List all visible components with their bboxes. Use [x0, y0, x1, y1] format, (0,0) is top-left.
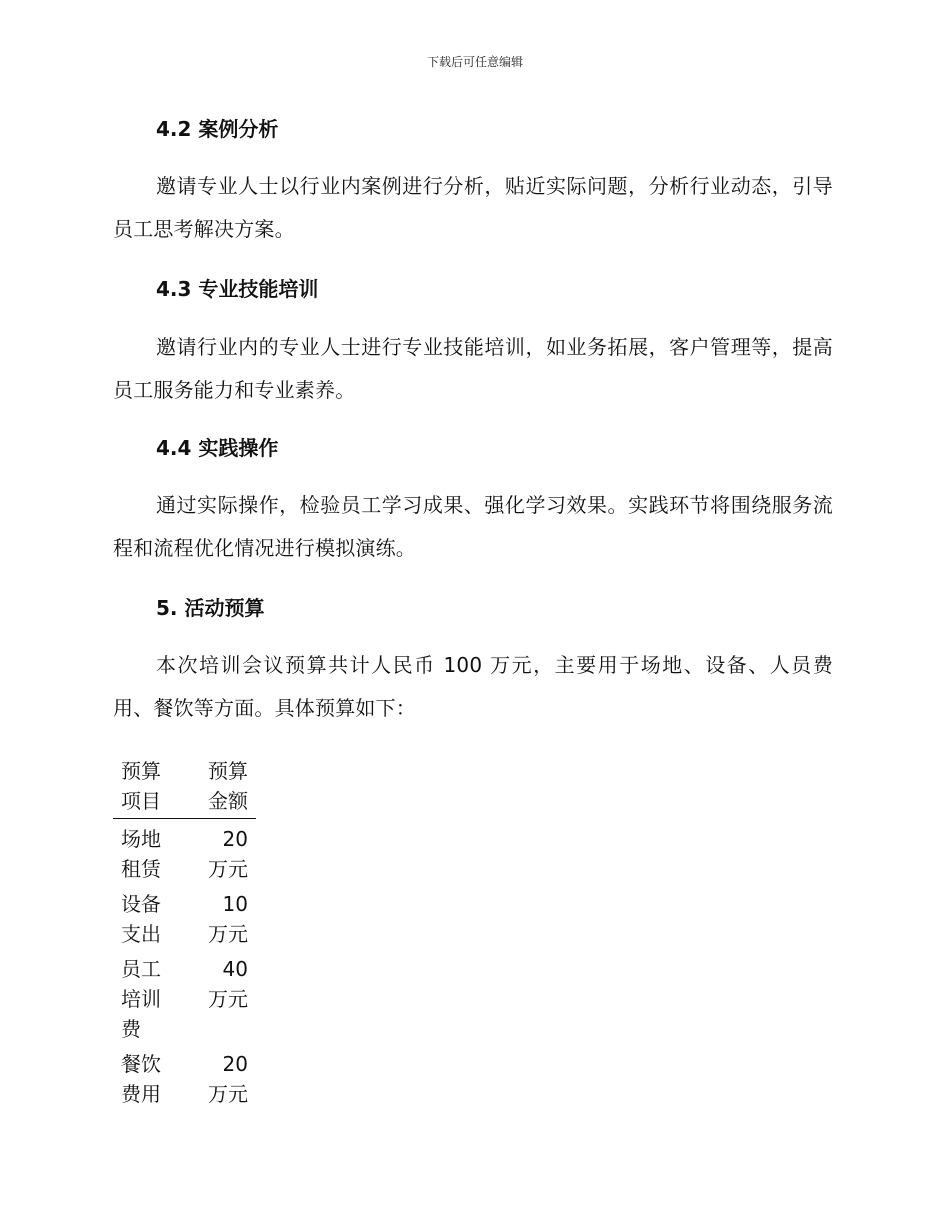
budget-item-cell: 餐饮费用 — [121, 1052, 161, 1106]
budget-amount-cell: 20 万元 — [208, 1052, 248, 1106]
section-body-4-2: 邀请专业人士以行业内案例进行分析，贴近实际问题，分析行业动态，引导员工思考解决方案。 — [113, 174, 833, 241]
budget-table-header-amount: 预算金额 — [185, 756, 257, 819]
section-body-4-3: 邀请行业内的专业人士进行专业技能培训，如业务拓展，客户管理等，提高员工服务能力和专业素养。 — [113, 335, 833, 402]
budget-item-cell: 设备支出 — [121, 892, 161, 946]
section-body-5: 本次培训会议预算共计人民币 100 万元，主要用于场地、设备、人员费用、餐饮等方面。具体预算如下： — [113, 653, 833, 720]
budget-amount-cell: 40 万元 — [208, 957, 248, 1011]
budget-item-cell: 员工培训费 — [121, 957, 161, 1041]
table-row — [113, 1045, 256, 1110]
budget-amount-cell: 20 万元 — [208, 827, 248, 881]
budget-table-header-row — [113, 756, 256, 819]
budget-table-header-item: 预算项目 — [113, 756, 185, 819]
table-row — [113, 885, 256, 950]
budget-amount-cell: 10 万元 — [208, 892, 248, 946]
section-heading-4-4: 4.4 实践操作 — [156, 436, 279, 460]
section-heading-4-2: 4.2 案例分析 — [156, 117, 279, 141]
table-row — [113, 819, 256, 886]
budget-item-cell: 场地租赁 — [121, 827, 161, 881]
budget-table — [113, 756, 256, 1110]
section-body-4-4: 通过实际操作，检验员工学习成果、强化学习效果。实践环节将围绕服务流程和流程优化情况进行模拟演练。 — [113, 493, 833, 560]
page-header: 下载后可任意编辑 — [426, 55, 523, 69]
section-heading-5: 5. 活动预算 — [156, 596, 265, 620]
section-heading-4-3: 4.3 专业技能培训 — [156, 277, 319, 301]
table-row — [113, 950, 256, 1045]
